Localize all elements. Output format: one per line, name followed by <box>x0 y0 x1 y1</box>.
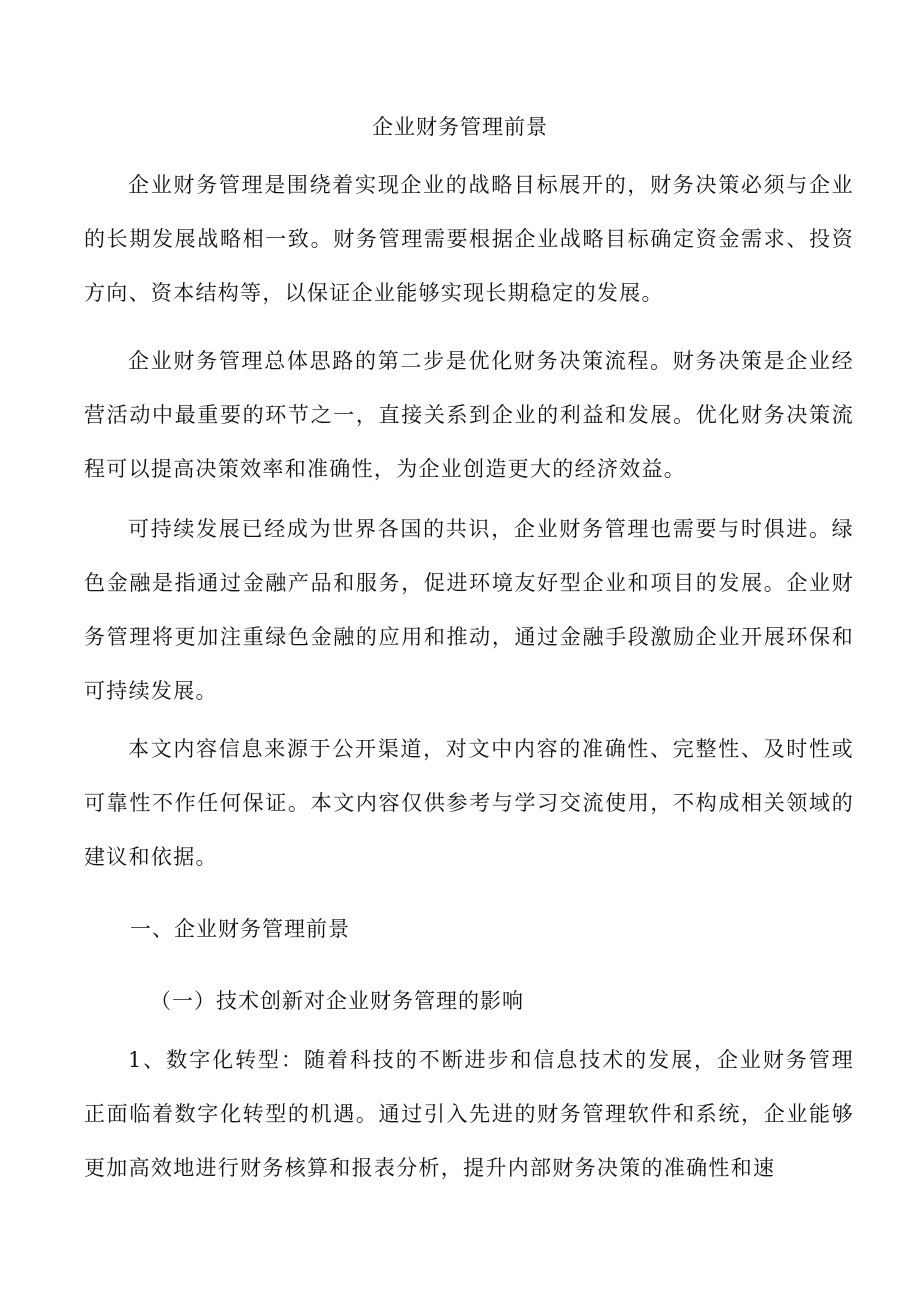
paragraph-digital-transformation: 1、数字化转型：随着科技的不断进步和信息技术的发展，企业财务管理正面临着数字化转型的机遇。通过引入先进的财务管理软件和系统，企业能够更加高效地进行财务核算和报表分析，提升内部财务决策的准确性和速 <box>84 1048 854 1180</box>
paragraph-green-finance: 可持续发展已经成为世界各国的共识，企业财务管理也需要与时俱进。绿色金融是指通过金融产品和服务，促进环境友好型企业和项目的发展。企业财务管理将更加注重绿色金融的应用和推动，通过金融手段激励企业开展环保和可持续发展。 <box>84 517 854 703</box>
paragraph-disclaimer: 本文内容信息来源于公开渠道，对文中内容的准确性、完整性、及时性或可靠性不作任何保证。本文内容仅供参考与学习交流使用，不构成相关领域的建议和依据。 <box>84 737 854 869</box>
section-heading: 一、企业财务管理前景 <box>130 917 350 941</box>
document-title: 企业财务管理前景 <box>372 115 548 139</box>
paragraph-strategy: 企业财务管理是围绕着实现企业的战略目标展开的，财务决策必须与企业的长期发展战略相一致。财务管理需要根据企业战略目标确定资金需求、投资方向、资本结构等，以保证企业能够实现长期稳定的发展。 <box>84 173 854 305</box>
paragraph-decision-process: 企业财务管理总体思路的第二步是优化财务决策流程。财务决策是企业经营活动中最重要的环节之一，直接关系到企业的利益和发展。优化财务决策流程可以提高决策效率和准确性，为企业创造更大的经济效益。 <box>84 349 854 481</box>
subsection-heading: （一）技术创新对企业财务管理的影响 <box>150 989 524 1013</box>
